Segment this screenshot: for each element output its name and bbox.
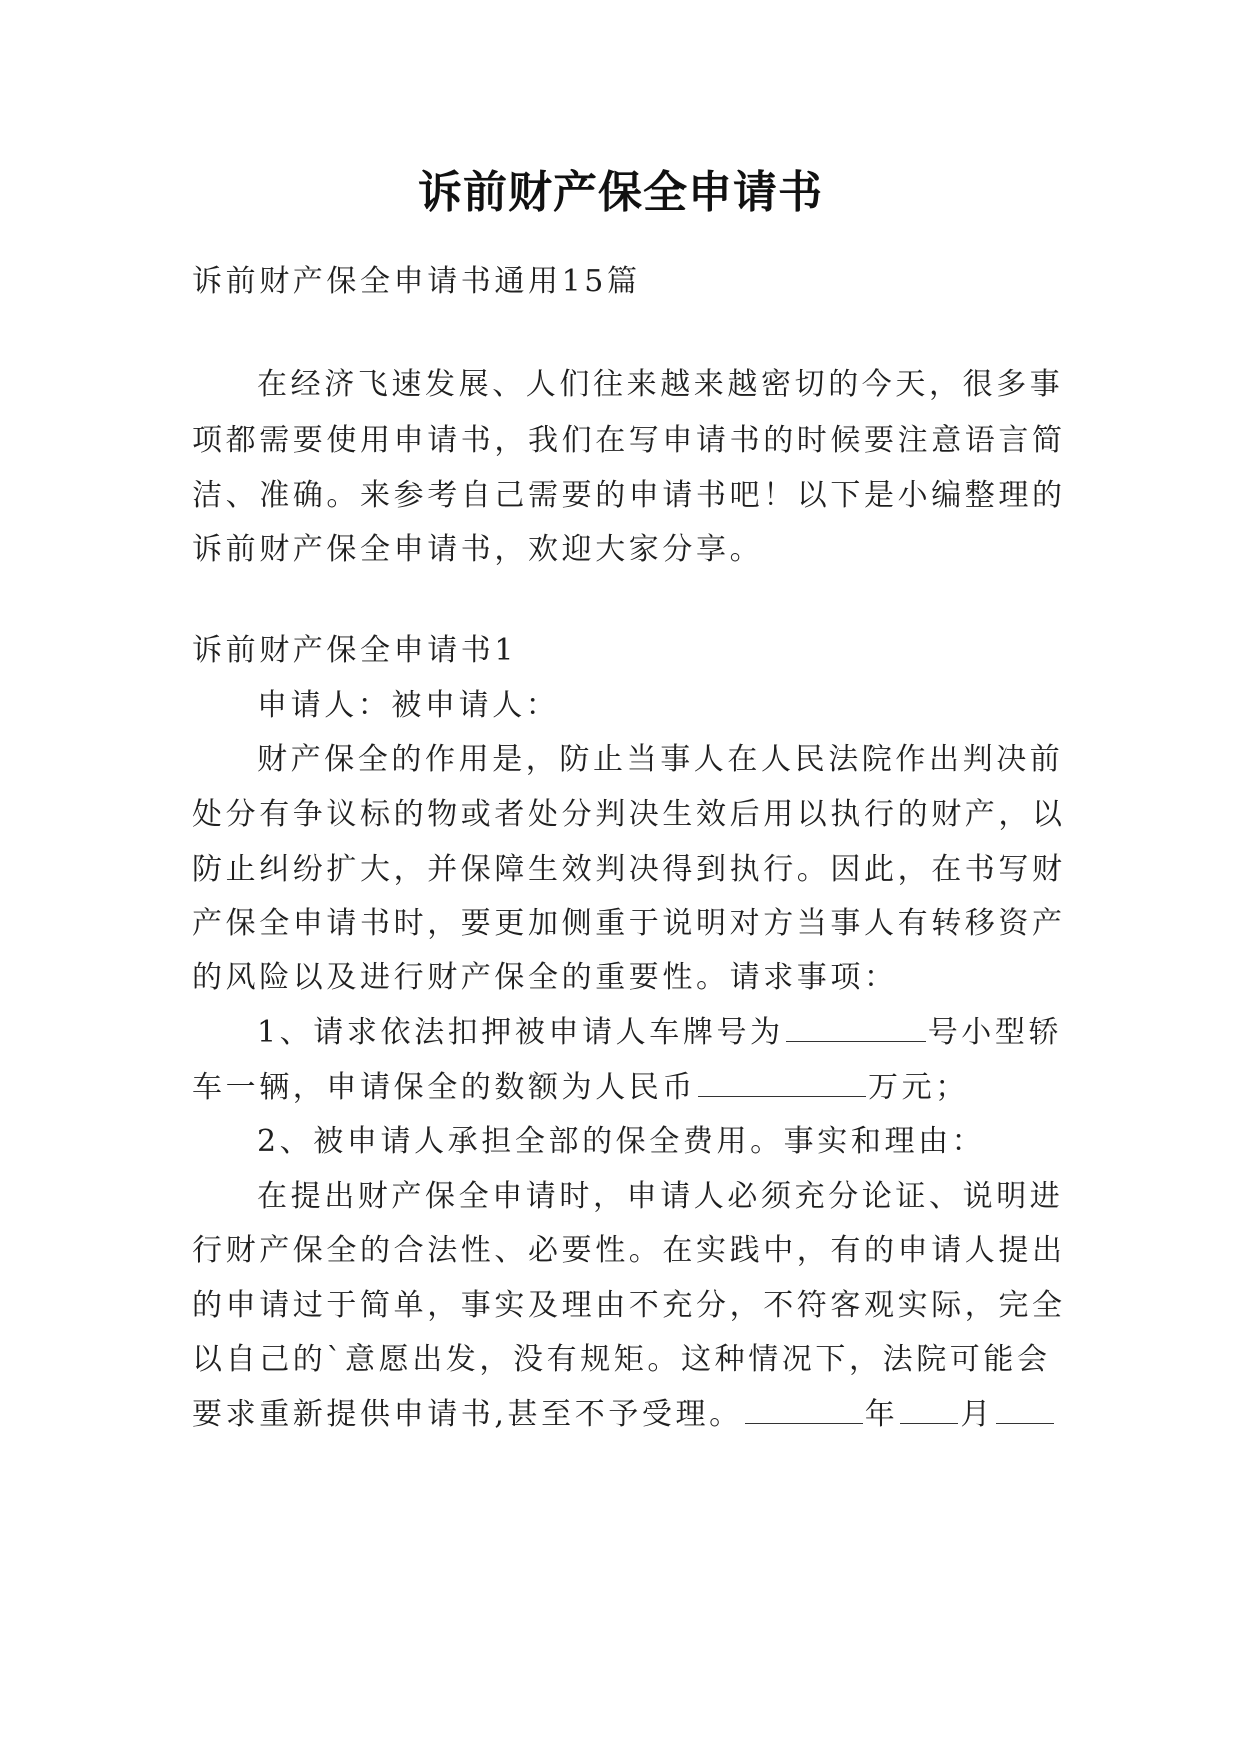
intro-line-2: 项都需要使用申请书，我们在写申请书的时候要注意语言简 — [192, 423, 1066, 458]
amount-blank — [698, 1068, 866, 1097]
intro-line-1: 在经济飞速发展、人们往来越来越密切的今天，很多事 — [257, 367, 1064, 402]
request-1-line-1 — [257, 1013, 1062, 1053]
document-subtitle: 诉前财产保全申请书通用15篇 — [192, 264, 641, 299]
document-title: 诉前财产保全申请书 — [418, 167, 823, 218]
reason-line-2: 行财产保全的合法性、必要性。在实践中，有的申请人提出 — [192, 1233, 1066, 1268]
purpose-line-2: 处分有争议标的物或者处分判决生效后用以执行的财产，以 — [192, 797, 1066, 832]
month-blank — [900, 1395, 958, 1424]
last-line — [192, 1395, 1056, 1435]
intro-line-4: 诉前财产保全申请书，欢迎大家分享。 — [192, 532, 764, 567]
request-1-text-d: 万元； — [868, 1070, 969, 1105]
purpose-line-3: 防止纠纷扩大，并保障生效判决得到执行。因此，在书写财 — [192, 852, 1066, 887]
request-1-text-b: 号小型轿 — [927, 1015, 1063, 1050]
purpose-line-1: 财产保全的作用是，防止当事人在人民法院作出判决前 — [257, 742, 1064, 777]
section-heading: 诉前财产保全申请书1 — [192, 633, 518, 668]
request-1-text-a: 1、请求依法扣押被申请人车牌号为 — [257, 1015, 784, 1050]
purpose-line-5: 的风险以及进行财产保全的重要性。请求事项： — [192, 960, 898, 995]
intro-line-3: 洁、准确。来参考自己需要的申请书吧！以下是小编整理的 — [192, 478, 1066, 513]
request-2-line: 2、被申请人承担全部的保全费用。事实和理由： — [257, 1124, 986, 1159]
reason-line-3: 的申请过于简单，事实及理由不充分，不符客观实际，完全 — [192, 1288, 1066, 1323]
plate-number-blank — [786, 1013, 926, 1042]
year-label: 年 — [864, 1397, 899, 1432]
request-1-line-2 — [192, 1068, 969, 1108]
day-blank — [996, 1395, 1054, 1424]
request-1-text-c: 车一辆，申请保全的数额为人民币 — [192, 1070, 696, 1105]
last-line-text: 要求重新提供申请书,甚至不予受理。 — [192, 1397, 743, 1432]
year-blank — [745, 1395, 863, 1424]
reason-line-4: 以自己的`意愿出发，没有规矩。这种情况下，法院可能会 — [192, 1342, 1051, 1377]
purpose-line-4: 产保全申请书时，要更加侧重于说明对方当事人有转移资产 — [192, 906, 1066, 941]
parties-line: 申请人：被申请人： — [257, 688, 560, 723]
reason-line-1: 在提出财产保全申请时，申请人必须充分论证、说明进 — [257, 1179, 1064, 1214]
month-label: 月 — [960, 1397, 994, 1432]
